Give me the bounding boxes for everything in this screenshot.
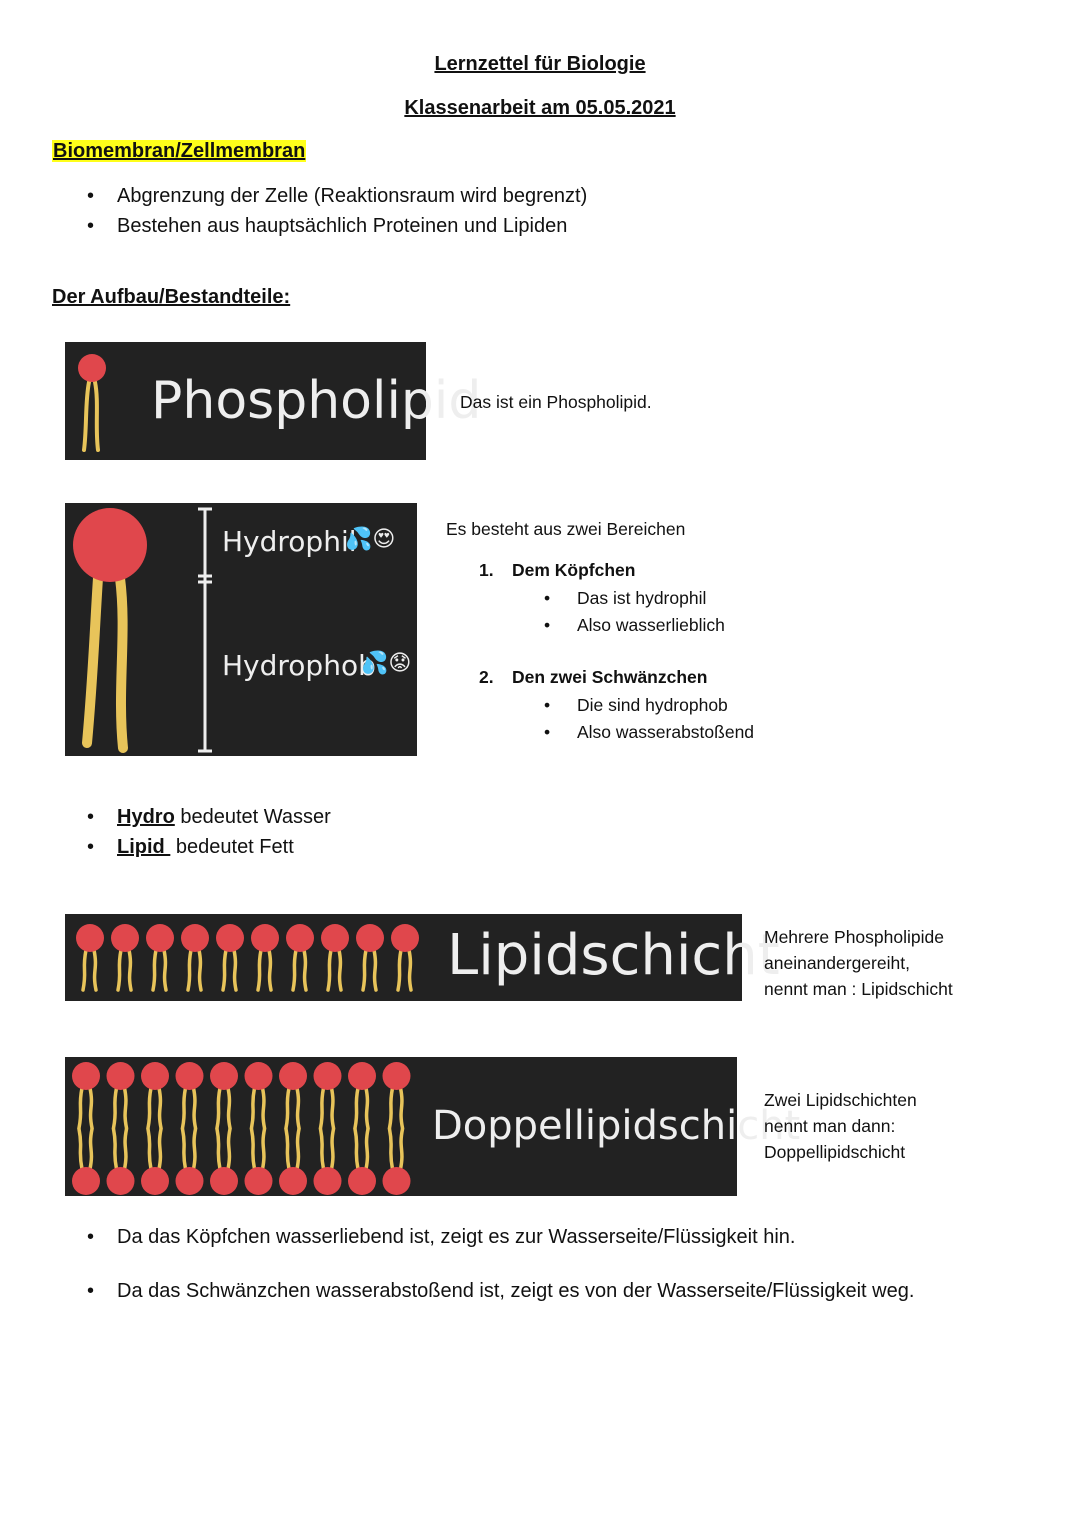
bullet-item: [87, 211, 568, 241]
hydro-structure-image: [65, 503, 417, 756]
lipid-tail: [390, 1129, 393, 1169]
lipid-tail: [228, 1129, 230, 1169]
lipid-tail: [223, 950, 226, 990]
lipid-tail: [183, 1088, 186, 1128]
doppellipidschicht-caption: [764, 1087, 917, 1165]
sub-bullet-item: [544, 585, 707, 611]
bullet-icon: •: [87, 1226, 95, 1248]
lipid-head: [314, 1062, 342, 1090]
lipidschicht-image: [65, 914, 780, 1001]
lipid-head: [251, 924, 279, 952]
lipid-tail: [199, 950, 201, 990]
lipid-head: [76, 924, 104, 952]
lipid-tail: [94, 950, 96, 990]
bullet-icon: •: [87, 1280, 95, 1302]
lipid-head: [245, 1062, 273, 1090]
lipid-head: [181, 924, 209, 952]
phospholipid-image: [65, 342, 482, 460]
sub-bullet-item: [544, 692, 728, 718]
lipid-head: [348, 1167, 376, 1195]
lipid-tail: [114, 1129, 117, 1169]
lipid-tail: [363, 950, 366, 990]
lipid-head: [72, 1167, 100, 1195]
lipid-tail: [263, 1129, 265, 1169]
hydrophob-emoji: 💦😟: [361, 651, 412, 676]
lipid-tail: [83, 950, 86, 990]
part-title-schwaenzchen: Den zwei Schwänzchen: [512, 667, 708, 687]
lipid-tail: [125, 1129, 127, 1169]
lipid-tail: [355, 1088, 358, 1128]
bullet-text: Da das Köpfchen wasserliebend ist, zeigt es zur Wasserseite/Flüssigkeit hin.: [117, 1226, 796, 1248]
lipid-head: [348, 1062, 376, 1090]
lipid-tail: [374, 950, 376, 990]
caption-line: Doppellipidschicht: [764, 1142, 906, 1162]
lipid-tail: [234, 950, 236, 990]
lipid-tail: [194, 1129, 196, 1169]
lipid-tail: [188, 950, 191, 990]
lipid-tail: [332, 1088, 334, 1128]
lipid-tail: [401, 1088, 403, 1128]
hydrophil-label: Hydrophil: [222, 525, 357, 558]
lipid-head: [314, 1167, 342, 1195]
sub-bullet-text: Also wasserlieblich: [577, 615, 725, 635]
definition-item: [87, 802, 331, 832]
lipid-head: [321, 924, 349, 952]
caption-line: aneinandergereiht,: [764, 953, 910, 973]
lipid-tail: [79, 1088, 82, 1128]
lipid-tail: [217, 1129, 220, 1169]
doppellipidschicht-image: [65, 1057, 801, 1196]
lipid-head: [176, 1167, 204, 1195]
lipid-tail: [366, 1129, 368, 1169]
sub-bullet-item: [544, 719, 755, 745]
lipid-head: [141, 1167, 169, 1195]
lipid-head: [383, 1062, 411, 1090]
document-subtitle: Klassenarbeit am 05.05.2021: [404, 97, 676, 119]
lipid-tail: [409, 950, 411, 990]
lipid-tail: [286, 1129, 289, 1169]
lipid-tail: [339, 950, 341, 990]
part-number: 2.: [479, 667, 494, 687]
lipid-tail: [293, 950, 296, 990]
bullet-icon: •: [87, 836, 95, 858]
lipid-tail: [332, 1129, 334, 1169]
lipid-head: [107, 1062, 135, 1090]
phospholipid-label: Phospholipid: [151, 371, 482, 431]
lipid-head: [210, 1062, 238, 1090]
lipid-tail: [263, 1088, 265, 1128]
part-number: 1.: [479, 560, 494, 580]
caption-line: nennt man : Lipidschicht: [764, 979, 953, 999]
lipid-tail: [183, 1129, 186, 1169]
sub-bullet-text: Das ist hydrophil: [577, 588, 707, 608]
highlighted-heading-text: Biomembran/Zellmembran: [53, 140, 306, 162]
lipid-head: [383, 1167, 411, 1195]
lipidschicht-caption: [764, 924, 953, 1002]
lipid-head: [391, 924, 419, 952]
bullet-icon: •: [544, 722, 551, 742]
lipid-tail: [194, 1088, 196, 1128]
lipid-tail: [297, 1129, 299, 1169]
lipid-head: [210, 1167, 238, 1195]
lipid-tail: [258, 950, 261, 990]
lipid-head: [279, 1167, 307, 1195]
lipid-tail: [114, 1088, 117, 1128]
phospholipid-caption: Das ist ein Phospholipid.: [460, 392, 652, 412]
lipid-tail: [148, 1129, 151, 1169]
bullet-item: [87, 1222, 796, 1252]
lipid-tail: [153, 950, 156, 990]
bullet-icon: •: [87, 806, 95, 828]
lipid-tail: [90, 1129, 92, 1169]
lipid-tail: [118, 950, 121, 990]
section-heading-aufbau: Der Aufbau/Bestandteile:: [52, 286, 291, 308]
lipid-head: [245, 1167, 273, 1195]
definition-item: [87, 832, 294, 862]
hydro-intro: Es besteht aus zwei Bereichen: [446, 519, 686, 539]
sub-bullet-item: [544, 612, 725, 638]
bullet-text: Bestehen aus hauptsächlich Proteinen und Lipiden: [117, 215, 568, 237]
lipid-head: [111, 924, 139, 952]
sub-bullet-text: Die sind hydrophob: [577, 695, 728, 715]
lipid-head: [107, 1167, 135, 1195]
bullet-text: Da das Schwänzchen wasserabstoßend ist, zeigt es von der Wasserseite/Flüssigkeit weg.: [117, 1280, 915, 1302]
lipid-head: [286, 924, 314, 952]
lipid-head: [72, 1062, 100, 1090]
lipid-head: [216, 924, 244, 952]
lipid-head: [176, 1062, 204, 1090]
definition-term: Lipid: [117, 836, 171, 858]
lipid-tail: [304, 950, 306, 990]
lipid-tail: [159, 1088, 161, 1128]
lipid-tail: [297, 1088, 299, 1128]
definition-text: bedeutet Fett: [175, 836, 294, 858]
lipid-tail: [79, 1129, 82, 1169]
bullet-icon: •: [87, 215, 95, 237]
lipid-tail: [401, 1129, 403, 1169]
bullet-icon: •: [87, 185, 95, 207]
lipid-tail: [328, 950, 331, 990]
bullet-icon: •: [544, 588, 551, 608]
lipid-tail: [321, 1129, 324, 1169]
bullet-icon: •: [544, 695, 551, 715]
definition-text: bedeutet Wasser: [180, 806, 331, 828]
lipid-tail: [228, 1088, 230, 1128]
caption-line: nennt man dann:: [764, 1116, 896, 1136]
caption-line: Mehrere Phospholipide: [764, 927, 944, 947]
lipid-tail: [390, 1088, 393, 1128]
document-title: Lernzettel für Biologie: [434, 53, 646, 75]
definition-term: Hydro: [117, 806, 175, 828]
sub-bullet-text: Also wasserabstoßend: [577, 722, 755, 742]
bullet-item: [87, 181, 588, 211]
lipid-head: [146, 924, 174, 952]
lipid-tail: [148, 1088, 151, 1128]
lipid-tail: [252, 1129, 255, 1169]
hydrophil-emoji: 💦😍: [345, 527, 396, 552]
lipid-tail: [125, 1088, 127, 1128]
part-title-koepfchen: Dem Köpfchen: [512, 560, 636, 580]
caption-line: Zwei Lipidschichten: [764, 1090, 917, 1110]
bullet-icon: •: [544, 615, 551, 635]
lipid-tail: [398, 950, 401, 990]
lipid-tail: [217, 1088, 220, 1128]
bullet-text: Abgrenzung der Zelle (Reaktionsraum wird begrenzt): [117, 185, 588, 207]
lipid-tail: [252, 1088, 255, 1128]
section-heading-biomembran: [52, 140, 306, 163]
bullet-item: [87, 1276, 915, 1306]
lipid-tail: [269, 950, 271, 990]
lipid-tail: [90, 1088, 92, 1128]
lipid-head: [279, 1062, 307, 1090]
doppellipidschicht-label: Doppellipidschicht: [432, 1103, 801, 1149]
lipid-tail: [164, 950, 166, 990]
lipidschicht-label: Lipidschicht: [447, 923, 780, 988]
lipid-head: [356, 924, 384, 952]
lipid-head: [141, 1062, 169, 1090]
lipid-tail: [321, 1088, 324, 1128]
lipid-tail: [159, 1129, 161, 1169]
lipid-tail: [366, 1088, 368, 1128]
hydrophob-label: Hydrophob: [222, 649, 376, 682]
lipid-tail: [355, 1129, 358, 1169]
lipid-tail: [286, 1088, 289, 1128]
lipid-tail: [129, 950, 131, 990]
